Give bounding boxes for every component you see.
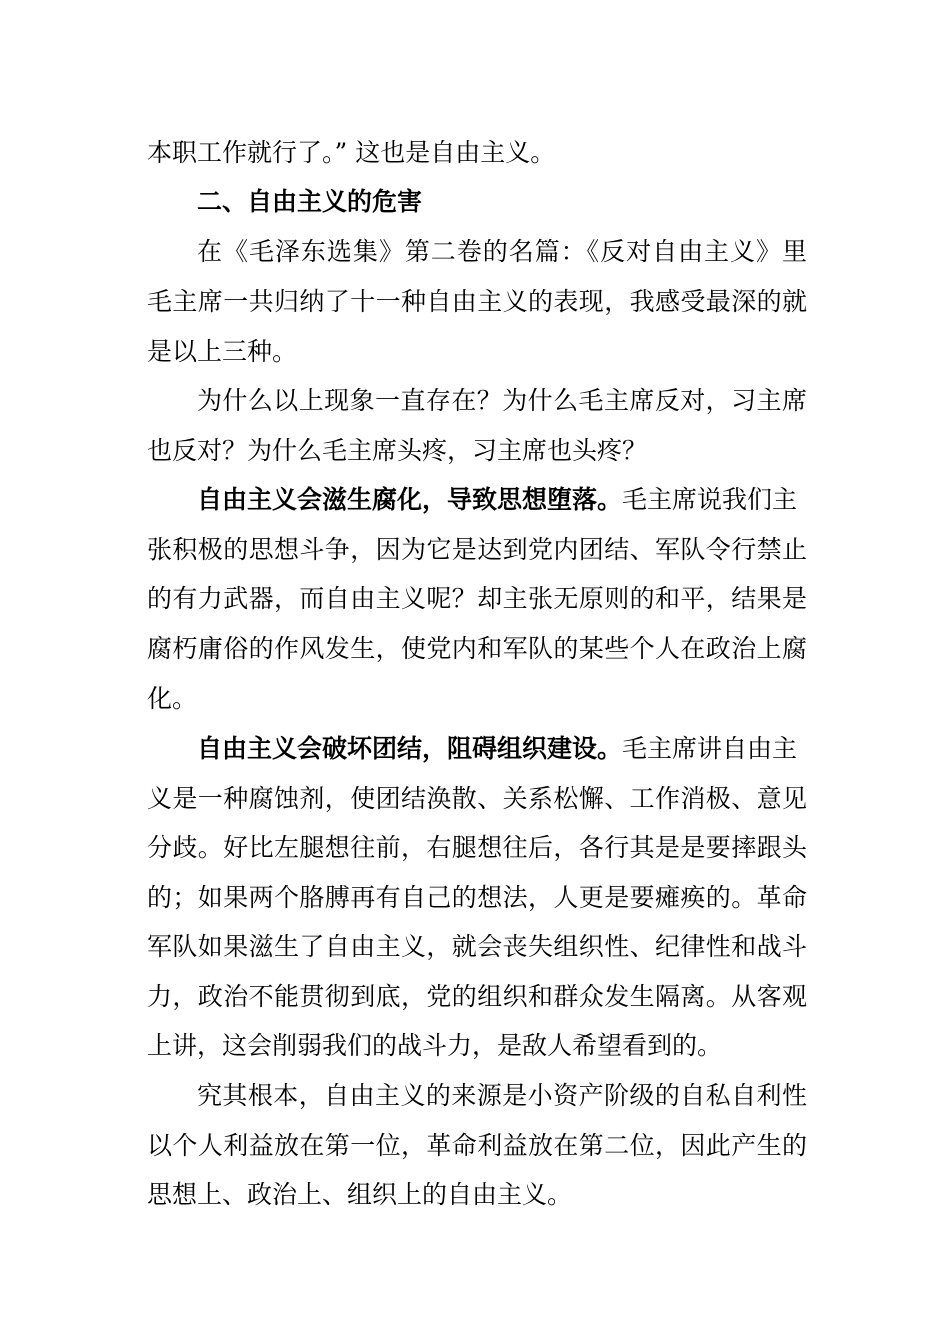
line-text: 毛主席一共归纳了十一种自由主义的表现，我感受最深的就 (147, 287, 807, 316)
paragraph-line (197, 386, 807, 416)
paragraph-line (147, 684, 197, 714)
line-text: 的有力武器，而自由主义呢？却主张无原则的和平，结果是 (147, 584, 807, 613)
line-text: 思想上、政治上、组织上的自由主义。 (147, 1180, 573, 1209)
paragraph-line (147, 982, 807, 1012)
paragraph-line (147, 1180, 572, 1210)
paragraph-line (147, 784, 807, 814)
bold-lead-text: 自由主义会破坏团结，阻碍组织建设。 (197, 734, 623, 763)
paragraph-line (147, 1031, 722, 1061)
line-text: 以个人利益放在第一位，革命利益放在第二位，因此产生的 (147, 1131, 807, 1160)
line-text: 本职工作就行了。” 这也是自由主义。 (147, 138, 556, 167)
paragraph-line (197, 1081, 807, 1111)
paragraph-line (147, 932, 807, 962)
line-text: 义是一种腐蚀剂，使团结涣散、关系松懈、工作消极、意见 (147, 784, 807, 813)
paragraph-line (197, 485, 797, 515)
line-text: 究其根本，自由主义的来源是小资产阶级的自私自利性 (197, 1081, 807, 1110)
paragraph-line (147, 138, 555, 168)
line-text: 腐朽庸俗的作风发生，使党内和军队的某些个人在政治上腐 (147, 634, 807, 663)
paragraph-line (147, 535, 807, 565)
line-text: 上讲，这会削弱我们的战斗力，是敌人希望看到的。 (147, 1031, 723, 1060)
line-text: 化。 (147, 684, 198, 713)
section-heading-text: 二、自由主义的危害 (197, 187, 423, 216)
paragraph-line (147, 337, 297, 367)
bold-lead-text: 自由主义会滋生腐化，导致思想堕落。 (197, 485, 623, 514)
line-text: 毛主席说我们主 (622, 485, 798, 514)
paragraph-line (197, 237, 807, 267)
paragraph-line (147, 833, 807, 863)
line-text: 军队如果滋生了自由主义，就会丧失组织性、纪律性和战斗 (147, 932, 807, 961)
line-text: 是以上三种。 (147, 337, 298, 366)
section-heading (197, 187, 422, 217)
line-text: 的；如果两个胳膊再有自己的想法，人更是要瘫痪的。革命 (147, 883, 807, 912)
paragraph-line (147, 584, 807, 614)
paragraph-line (197, 734, 797, 764)
line-text: 分歧。好比左腿想往前，右腿想往后，各行其是是要摔跟头 (147, 833, 807, 862)
paragraph-line (147, 1131, 807, 1161)
line-text: 也反对？为什么毛主席头疼，习主席也头疼？ (147, 436, 648, 465)
paragraph-line (147, 883, 807, 913)
line-text: 为什么以上现象一直存在？为什么毛主席反对，习主席 (197, 386, 807, 415)
line-text: 毛主席讲自由主 (622, 734, 798, 763)
line-text: 力，政治不能贯彻到底，党的组织和群众发生隔离。从客观 (147, 982, 807, 1011)
line-text: 张积极的思想斗争，因为它是达到党内团结、军队令行禁止 (147, 535, 807, 564)
paragraph-line (147, 436, 647, 466)
paragraph-line (147, 287, 807, 317)
line-text: 在《毛泽东选集》第二卷的名篇：《反对自由主义》里 (197, 237, 807, 266)
paragraph-line (147, 634, 807, 664)
